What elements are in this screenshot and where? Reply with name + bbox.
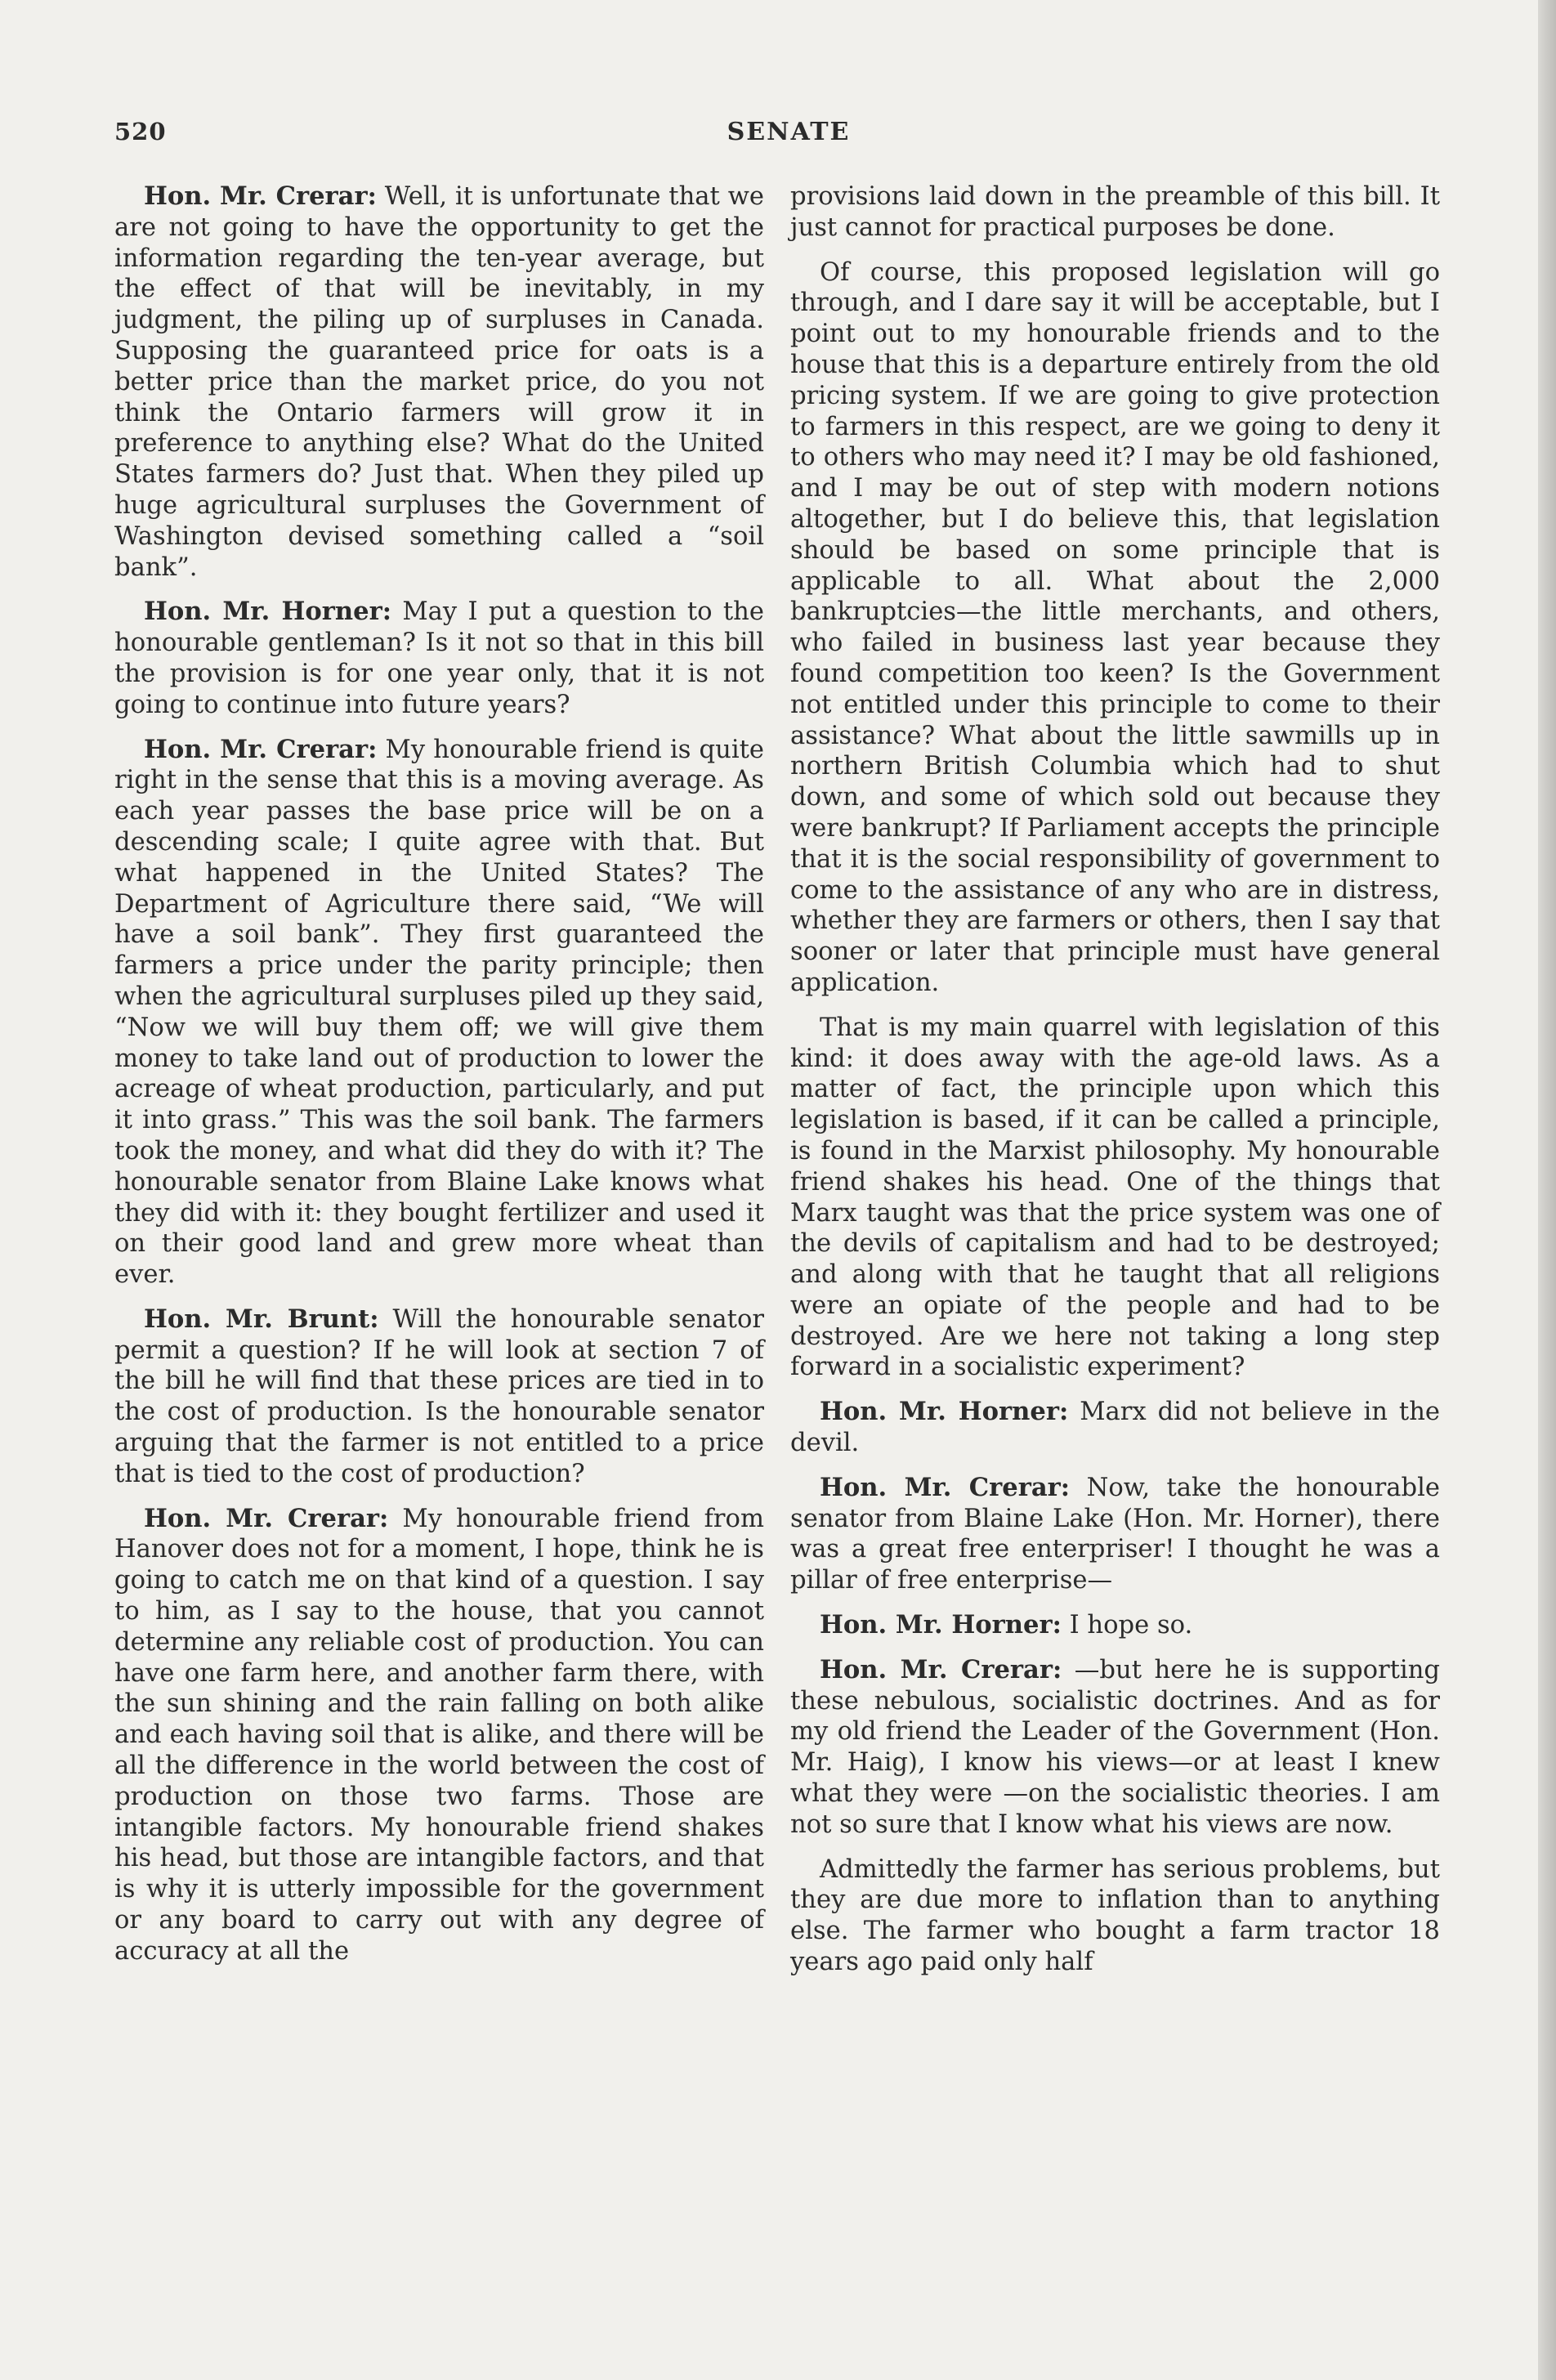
page-number: 520 — [114, 118, 167, 145]
speech-text: Will the honourable senator permit a question? If he will look at section 7 of the bill he will find that these prices are tied in to the cost of production. Is the honourable senator arguing that the farmer is not entitled to a price that is tied to the cost of production? — [114, 1304, 764, 1488]
paragraph — [114, 1504, 764, 1967]
paragraph — [790, 181, 1440, 244]
paragraph — [114, 1304, 764, 1490]
running-head: SENATE — [727, 118, 851, 146]
speaker-name: Hon. Mr. Horner: — [144, 597, 392, 627]
speech-text: That is my main quarrel with legislation of this kind: it does away with the age-old laws. As a matter of fact, the principle upon which this legislation is based, if it can be called a principle, is found in the Marxist philosophy. My honourable friend shakes his head. One of the things that Marx taught was that the price system was one of the devils of capitalism and had to be destroyed; and along with that he taught that all religions were an opiate of the people and had to be destroyed. Are we here not taking a long step forward in a socialistic experiment? — [790, 1013, 1440, 1382]
speech-text: Of course, this proposed legislation will go through, and I dare say it will be acceptable, but I point out to my honourable friends and to the house that this is a departure entirely from the old pricing system. If we are going to give protection to farmers in this respect, are we going to deny it to others who may need it? I may be old fashioned, and I may be out of step with modern notions altogether, but I do believe this, that legislation should be based on some principle that is applicable to all. What about the 2,000 bankruptcies—the little merchants, and others, who failed in business last year because they found competition too keen? Is the Government not entitled under this principle to come to their assistance? What about the little sawmills up in northern British Columbia which had to shut down, and some of which sold out because they were bankrupt? If Parliament accepts the principle that it is the social responsibility of government to come to the assistance of any who are in distress, whether they are farmers or others, then I say that sooner or later that principle must have general application. — [790, 257, 1440, 997]
speaker-name: Hon. Mr. Crerar: — [144, 181, 377, 211]
paragraph — [790, 1013, 1440, 1384]
speech-text: Admittedly the farmer has serious problems, but they are due more to inflation than to anything else. The farmer who bought a farm tractor 18 years ago paid only half — [790, 1854, 1440, 1977]
paragraph — [114, 181, 764, 583]
speech-text: I hope so. — [1061, 1611, 1193, 1640]
speech-text: Now, take the honourable senator from Blaine Lake (Hon. Mr. Horner), there was a great free enterpriser! I thought he was a pillar of free enterprise— — [790, 1473, 1440, 1595]
paragraph — [790, 1854, 1440, 1978]
paragraph — [114, 735, 764, 1291]
speech-text: Well, it is unfortunate that we are not going to have the opportunity to get the information regarding the ten-year average, but the effect of that will be inevitably, in my judgment, the piling up of surpluses in Canada. Supposing the guaranteed price for oats is a better price than the market price, do you not think the Ontario farmers will grow it in preference to anything else? What do the United States farmers do? Just that. When they piled up huge agricultural surpluses the Government of Washington devised something called a “soil bank”. — [114, 182, 765, 582]
speaker-name: Hon. Mr. Crerar: — [144, 734, 378, 764]
paragraph — [790, 1473, 1440, 1596]
speech-text: Marx did not believe in the devil. — [790, 1398, 1440, 1458]
paragraph — [790, 1655, 1440, 1841]
left-column — [114, 181, 764, 1981]
speech-text: My honourable friend is quite right in the sense that this is a moving average. As each year passes the base price will be on a descending scale; I quite agree with that. But what happened in the United States? The Department of Agriculture there said, “We will have a soil bank”. They first guaranteed the farmers a price under the parity principle; then when the agricultural surpluses piled up they said, “Now we will buy them off; we will give them money to take land out of production to lower the acreage of wheat production, particularly, and put it into grass.” This was the soil bank. The farmers took the money, and what did they do with it? The honourable senator from Blaine Lake knows what they did with it: they bought fertilizer and used it on their good land and grew more wheat than ever. — [114, 735, 765, 1290]
speaker-name: Hon. Mr. Brunt: — [144, 1304, 379, 1334]
paragraph — [114, 597, 764, 720]
page-edge — [1538, 0, 1556, 2380]
speaker-name: Hon. Mr. Horner: — [820, 1397, 1069, 1427]
speaker-name: Hon. Mr. Crerar: — [144, 1503, 389, 1533]
speech-text: May I put a question to the honourable gentleman? Is it not so that in this bill the provision is for one year only, that it is not going to continue into future years? — [114, 597, 764, 719]
speaker-name: Hon. Mr. Horner: — [820, 1610, 1062, 1640]
paragraph — [790, 1397, 1440, 1459]
paragraph — [790, 1610, 1440, 1641]
page-header — [114, 118, 1463, 159]
right-column — [790, 181, 1440, 1992]
speaker-name: Hon. Mr. Crerar: — [820, 1472, 1071, 1502]
paragraph — [790, 257, 1440, 999]
speech-text: —but here he is supporting these nebulous, socialistic doctrines. And as for my old friend the Leader of the Government (Hon. Mr. Haig), I know his views—or at least I knew what they were —on the socialistic theories. I am not so sure that I know what his views are now. — [790, 1655, 1440, 1839]
speech-text: My honourable friend from Hanover does not for a moment, I hope, think he is going to catch me on that kind of a question. I say to him, as I say to the house, that you cannot determine any reliable cost of production. You can have one farm here, and another farm there, with the sun shining and the rain falling on both alike and each having soil that is alike, and there will be all the difference in the world between the cost of production on those two farms. Those are intangible factors. My honourable friend shakes his head, but those are intangible factors, and that is why it is utterly impossible for the government or any board to carry out with any degree of accuracy at all the — [114, 1504, 764, 1966]
speaker-name: Hon. Mr. Crerar: — [820, 1654, 1062, 1684]
speech-text: provisions laid down in the preamble of this bill. It just cannot for practical purposes be done. — [790, 182, 1440, 242]
